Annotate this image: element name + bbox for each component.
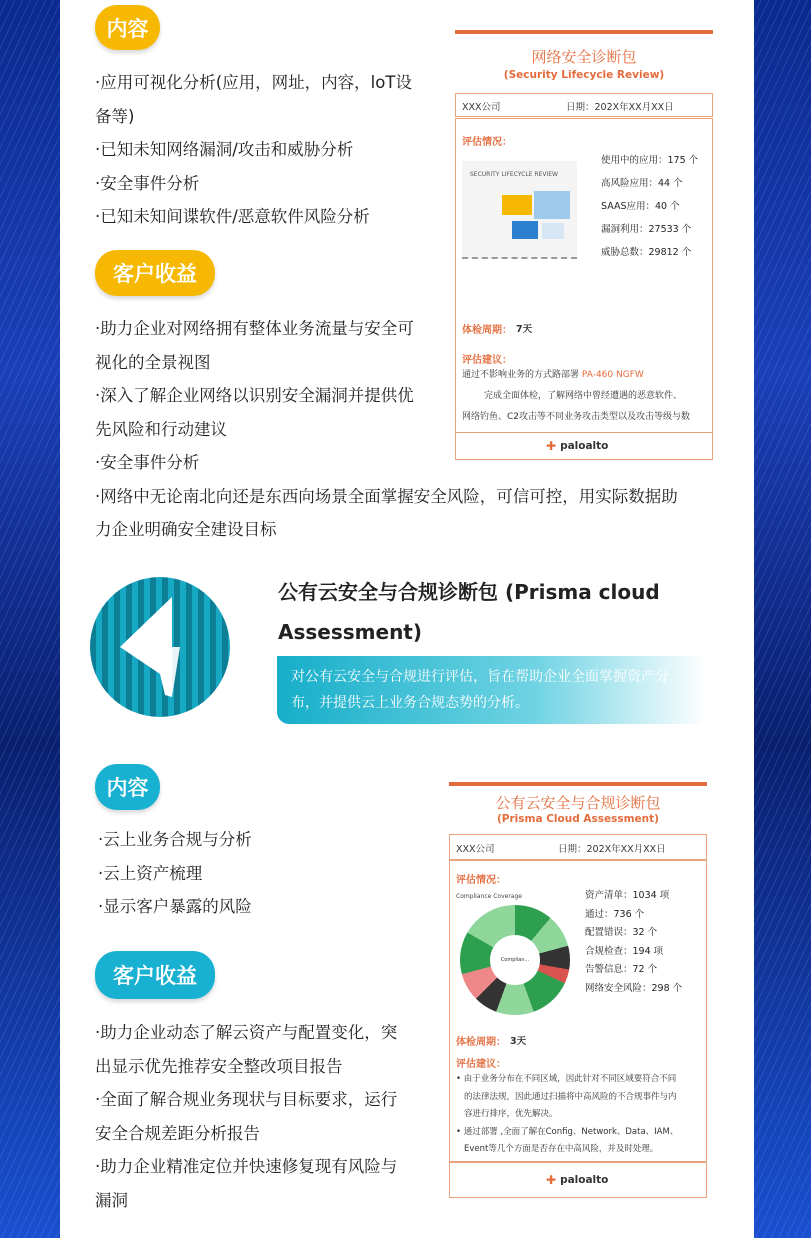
report-header-row: [449, 834, 707, 860]
content-label: 内容: [106, 776, 149, 800]
list-item: 漏洞: [95, 1190, 128, 1210]
stat-item: 网络安全风险：298 个: [585, 982, 683, 994]
background-left: [0, 0, 60, 1238]
advice-line: • 通过部署 ,全面了解在Config、Network、Data、IAM、: [456, 1126, 679, 1137]
list-item: 安全合规差距分析报告: [95, 1123, 260, 1143]
stat-item: 通过：736 个: [585, 908, 645, 920]
advice-line: • 由于业务分布在不同区域，因此针对不同区域要符合不同: [456, 1074, 677, 1084]
company-name: XXX公司: [462, 102, 501, 113]
list-item: ·网络中无论南北向还是东西向场景全面掌握安全风险，可信可控，用实际数据助: [95, 486, 678, 506]
advice-line: 的法律法规，因此通过扫描将中高风险的不合规事件与内: [464, 1091, 677, 1102]
report-stats: [601, 149, 698, 264]
stat-item: 高风险应用：44 个: [601, 178, 683, 189]
list-item: ·助力企业动态了解云资产与配置变化，突: [95, 1023, 398, 1042]
benefit-label: 客户收益: [113, 964, 197, 988]
prisma-title: 公有云安全与合规诊断包 (Prisma cloud Assessment): [278, 580, 660, 644]
list-item: 备等): [95, 106, 135, 126]
advice-line: 通过不影响业务的方式路部署: [462, 370, 580, 380]
report-date: 日期：202X年XX月XX日: [558, 844, 666, 855]
report-subtitle: (Security Lifecycle Review): [503, 69, 665, 81]
list-item: ·助力企业精准定位并快速修复现有风险与: [95, 1157, 398, 1176]
advice-label: 评估建议：: [456, 1059, 506, 1070]
list-item: 力企业明确安全建设目标: [95, 520, 277, 539]
advice-line: 网络钓鱼、C2攻击等不同业务攻击类型以及攻击等级与数: [462, 412, 691, 422]
report-topbar: [449, 782, 707, 786]
cycle-value: 7天: [516, 324, 533, 335]
report-body: [455, 118, 713, 434]
list-item: ·云上资产梳理: [98, 863, 203, 883]
stat-item: SAAS应用：40 个: [601, 201, 680, 212]
report-date: 日期：202X年XX月XX日: [566, 102, 674, 113]
report-topbar: [455, 30, 713, 34]
cycle-label: 体检周期：: [456, 1037, 506, 1048]
list-item: 视化的全景视图: [95, 352, 211, 372]
content-list-2: [98, 823, 428, 924]
paloalto-logo: ✚ paloalto: [546, 1173, 609, 1187]
thumbnail-block: [502, 195, 532, 215]
stat-item: 合规检查：194 项: [585, 945, 664, 957]
list-item: ·安全事件分析: [95, 453, 200, 472]
benefit-pill: [95, 250, 215, 296]
prisma-description: 对公有云安全与合规进行评估，旨在帮助企业全面掌握资产分布，并提供云上业务合规态势的分析。: [277, 656, 707, 724]
assessment-label: 评估情况：: [462, 137, 512, 148]
advice-label: 评估建议：: [462, 355, 512, 366]
report-footer: [449, 1162, 707, 1198]
report-footer: [455, 432, 713, 460]
report-security-lifecycle: [455, 38, 713, 458]
cycle-value: 3天: [510, 1036, 527, 1047]
list-item: ·应用可视化分析(应用，网址，内容，loT设: [95, 73, 412, 92]
benefit-pill-2: [95, 951, 215, 999]
list-item: ·助力企业对网络拥有整体业务流量与安全可: [95, 319, 414, 338]
thumbnail-block: [542, 223, 564, 239]
list-item: ·安全事件分析: [95, 173, 200, 193]
company-name: XXX公司: [456, 844, 495, 855]
compliance-donut: [460, 905, 570, 1015]
thumbnail-block: [512, 221, 538, 239]
list-item: ·深入了解企业网络以识别安全漏洞并提供优: [95, 386, 414, 405]
stat-item: 告警信息：72 个: [585, 964, 658, 975]
chart-caption: Compliance Coverage: [456, 893, 522, 900]
paloalto-logo-icon: ✚: [546, 439, 557, 453]
list-item: ·已知未知间谍软件/恶意软件风险分析: [95, 207, 370, 226]
report-body: [449, 860, 707, 1162]
background-right: [754, 0, 811, 1238]
list-item: ·全面了解合规业务现状与目标要求，运行: [95, 1090, 398, 1109]
advice-product: PA-460 NGFW: [581, 370, 644, 380]
report-title: 公有云安全与合规诊断包: [495, 794, 661, 812]
list-item: ·云上业务合规与分析: [98, 830, 252, 849]
report-prisma-cloud: [449, 790, 707, 1200]
paloalto-logo-icon: ✚: [546, 1173, 557, 1187]
cycle-label: 体检周期：: [462, 325, 512, 336]
prisma-logo-shape: [90, 577, 230, 717]
stat-item: 威胁总数：29812 个: [601, 247, 692, 258]
prisma-logo-icon: [90, 577, 230, 717]
stat-item: 配置错误：32 个: [585, 927, 658, 938]
stat-item: 漏洞利用：27533 个: [601, 224, 692, 235]
thumbnail-block: [534, 191, 570, 219]
content-pill: [95, 5, 160, 50]
list-item: 先风险和行动建议: [95, 419, 227, 439]
donut-center: Complian...: [490, 935, 540, 985]
paloalto-logo: ✚ paloalto: [546, 439, 609, 453]
stat-item: 使用中的应用：175 个: [601, 155, 699, 166]
advice-text: [456, 1071, 702, 1159]
advice-line: 容进行排序，优先解决。: [464, 1109, 558, 1119]
list-item: ·显示客户暴露的风险: [98, 897, 252, 916]
assessment-label: 评估情况：: [456, 875, 506, 886]
report-subtitle: (Prisma Cloud Assessment): [497, 813, 659, 825]
report-stats: [585, 887, 682, 998]
content-label: 内容: [106, 16, 149, 41]
list-item: 出显示优先推荐安全整改项目报告: [95, 1056, 343, 1076]
report-title: 网络安全诊断包: [531, 48, 637, 66]
report-thumbnail: [462, 161, 577, 259]
content-list: [95, 66, 440, 234]
stat-item: 资产清单：1034 项: [585, 890, 670, 901]
advice-line: 完成全面体检，了解网络中曾经遭遇的恶意软件、: [484, 391, 683, 401]
report-header-row: [455, 93, 713, 117]
benefit-label: 客户收益: [113, 262, 197, 286]
benefit-list-2: [95, 1016, 430, 1217]
advice-line: Event等几个方面是否存在中高风险，并及时处理。: [464, 1144, 659, 1154]
list-item: ·已知未知网络漏洞/攻击和威胁分析: [95, 140, 354, 159]
content-pill-2: [95, 764, 160, 810]
thumbnail-caption: SECURITY LIFECYCLE REVIEW: [470, 171, 558, 178]
